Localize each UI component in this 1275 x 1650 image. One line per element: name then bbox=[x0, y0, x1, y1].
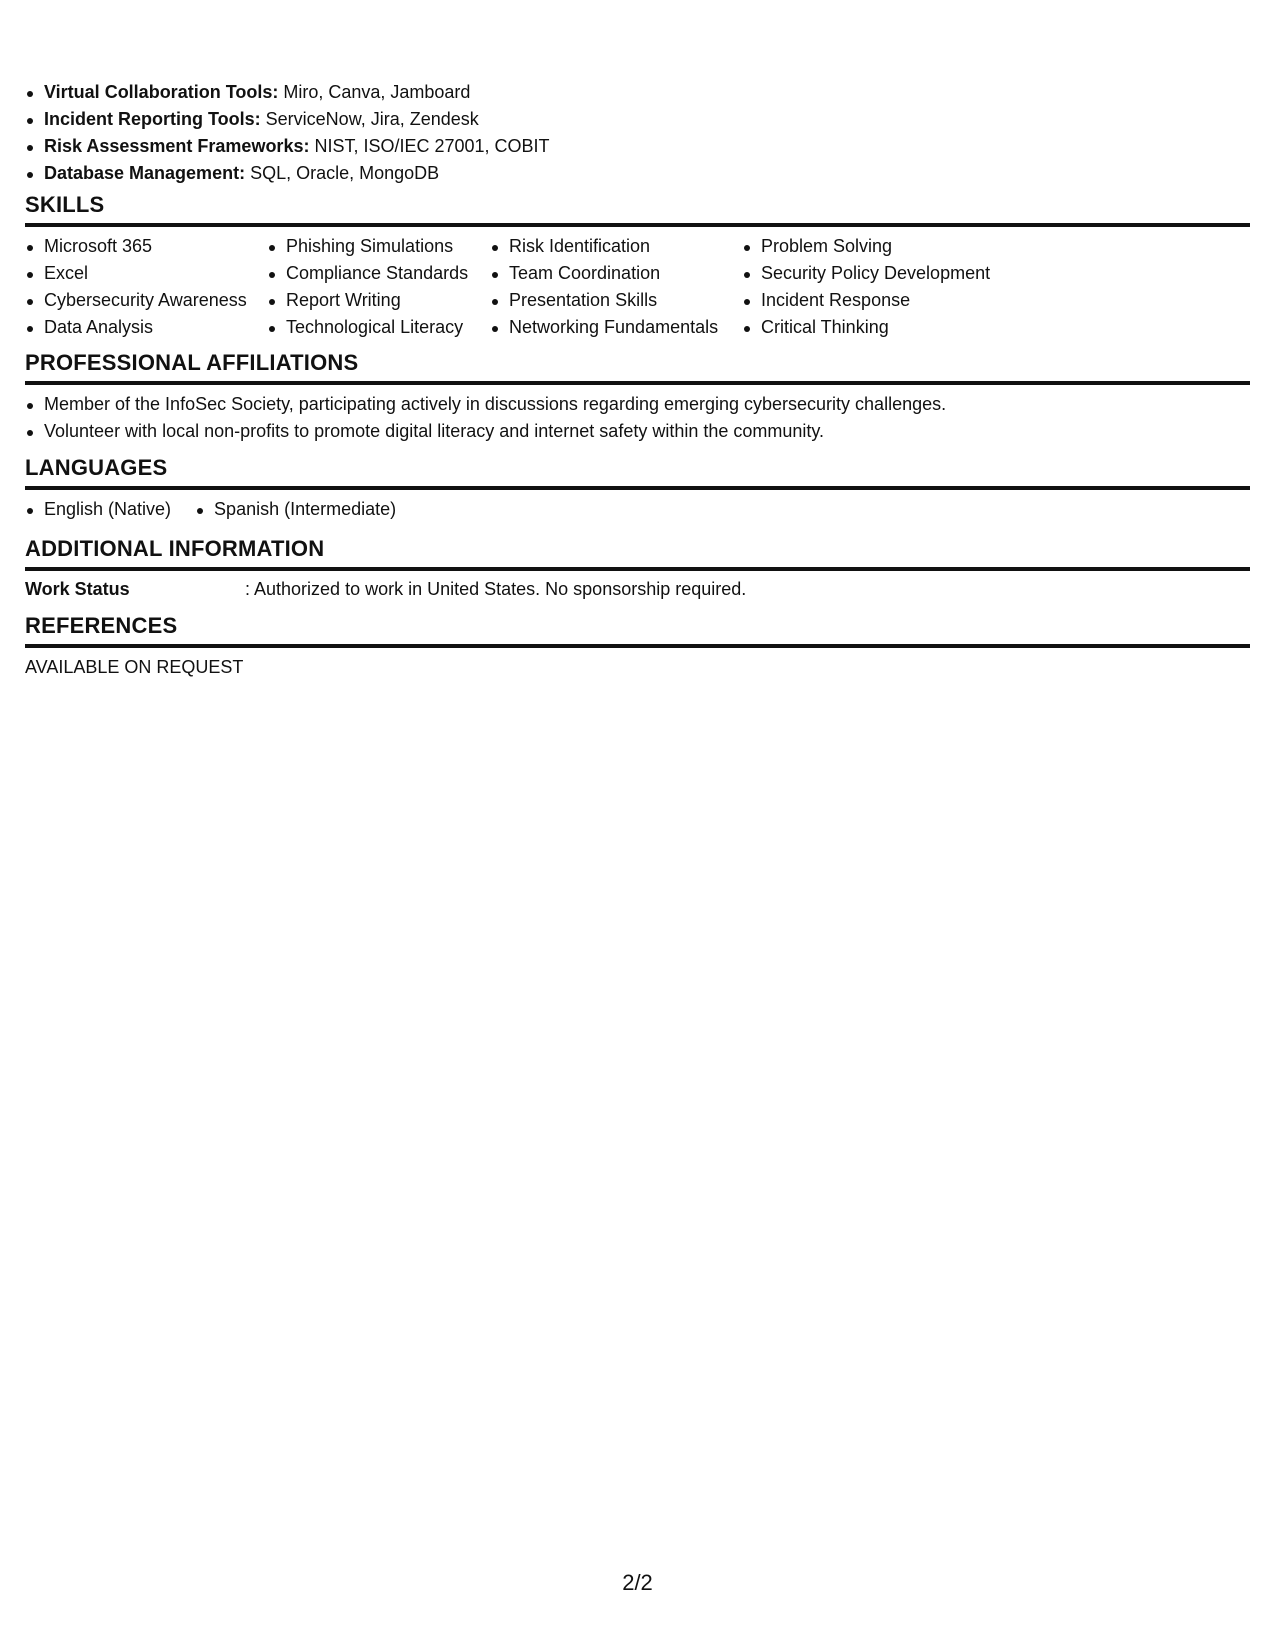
work-status-value: : Authorized to work in United States. No sponsorship required. bbox=[245, 579, 747, 599]
skill-item: Presentation Skills bbox=[490, 287, 718, 314]
skill-item: Problem Solving bbox=[742, 233, 990, 260]
skills-column bbox=[267, 233, 468, 341]
tools-list bbox=[25, 79, 550, 187]
skills-grid bbox=[25, 233, 1250, 343]
skills-column bbox=[25, 233, 247, 341]
affiliations-list bbox=[25, 391, 1250, 445]
tools-item bbox=[25, 160, 550, 187]
references-heading: REFERENCES bbox=[25, 612, 1250, 648]
language-item: English (Native) bbox=[25, 496, 171, 523]
skill-item: Security Policy Development bbox=[742, 260, 990, 287]
skills-heading: SKILLS bbox=[25, 191, 1250, 227]
tools-item-value: SQL, Oracle, MongoDB bbox=[245, 163, 440, 183]
languages-list bbox=[25, 496, 1250, 523]
skill-item: Risk Identification bbox=[490, 233, 718, 260]
affiliations-section bbox=[25, 349, 1250, 445]
skill-item: Microsoft 365 bbox=[25, 233, 247, 260]
skill-item: Phishing Simulations bbox=[267, 233, 468, 260]
skill-item: Team Coordination bbox=[490, 260, 718, 287]
skill-item: Networking Fundamentals bbox=[490, 314, 718, 341]
work-status-label: Work Status bbox=[25, 579, 130, 599]
tools-item-value: NIST, ISO/IEC 27001, COBIT bbox=[309, 136, 550, 156]
references-text: AVAILABLE ON REQUEST bbox=[25, 657, 244, 677]
languages-heading: LANGUAGES bbox=[25, 454, 1250, 490]
skill-item: Cybersecurity Awareness bbox=[25, 287, 247, 314]
tools-item-value: Miro, Canva, Jamboard bbox=[278, 82, 471, 102]
references-section bbox=[25, 612, 1250, 681]
tools-item bbox=[25, 79, 550, 106]
skill-item: Compliance Standards bbox=[267, 260, 468, 287]
tools-item bbox=[25, 106, 550, 133]
tools-item-value: ServiceNow, Jira, Zendesk bbox=[260, 109, 479, 129]
additional-info-heading: ADDITIONAL INFORMATION bbox=[25, 535, 1250, 571]
work-status-row bbox=[25, 576, 1250, 603]
affiliation-item: Volunteer with local non-profits to promote digital literacy and internet safety within the community. bbox=[25, 418, 1250, 445]
additional-info-section bbox=[25, 535, 1250, 603]
language-item: Spanish (Intermediate) bbox=[195, 496, 396, 523]
tools-item bbox=[25, 133, 550, 160]
skills-section bbox=[25, 191, 1250, 343]
skill-item: Critical Thinking bbox=[742, 314, 990, 341]
skill-item: Report Writing bbox=[267, 287, 468, 314]
tools-item-label: Database Management: bbox=[44, 163, 246, 183]
languages-section bbox=[25, 454, 1250, 523]
skills-column bbox=[742, 233, 990, 341]
tools-item-label: Incident Reporting Tools: bbox=[44, 109, 261, 129]
skill-item: Technological Literacy bbox=[267, 314, 468, 341]
skills-column bbox=[490, 233, 718, 341]
affiliations-heading: PROFESSIONAL AFFILIATIONS bbox=[25, 349, 1250, 385]
tools-item-label: Virtual Collaboration Tools: bbox=[44, 82, 279, 102]
skill-item: Incident Response bbox=[742, 287, 990, 314]
page-number: 2/2 bbox=[622, 1570, 653, 1595]
skill-item: Data Analysis bbox=[25, 314, 247, 341]
affiliation-item: Member of the InfoSec Society, participating actively in discussions regarding emerging cybersecurity challenges. bbox=[25, 391, 1250, 418]
tools-item-label: Risk Assessment Frameworks: bbox=[44, 136, 310, 156]
skill-item: Excel bbox=[25, 260, 247, 287]
